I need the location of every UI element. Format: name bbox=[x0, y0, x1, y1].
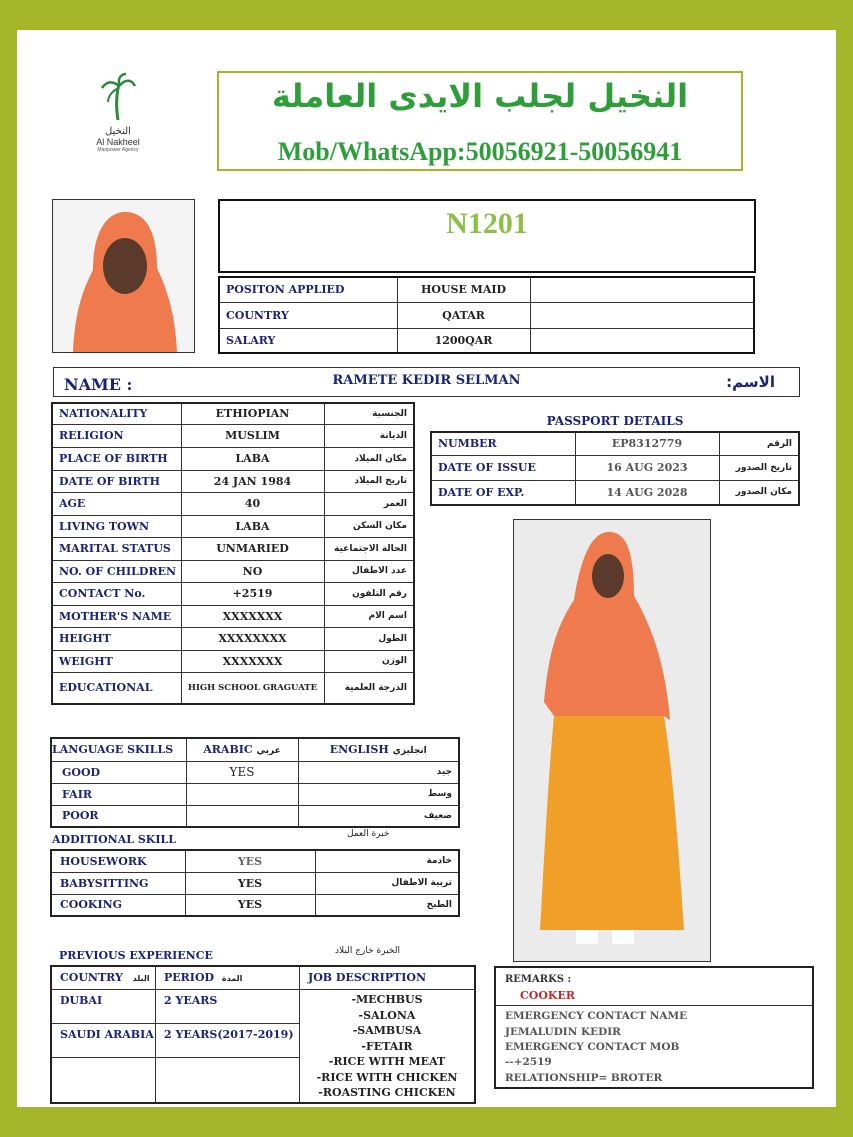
arabic-level-value bbox=[186, 783, 298, 805]
arabic-label: ARABIC bbox=[203, 743, 253, 757]
language-level-label: POOR bbox=[51, 805, 186, 827]
job-header: JOB DESCRIPTION bbox=[308, 971, 427, 984]
personal-value: 24 JAN 1984 bbox=[181, 470, 324, 492]
divider bbox=[52, 989, 474, 990]
arabic-label-ar: عربي bbox=[256, 746, 281, 757]
passport-label: DATE OF EXP. bbox=[431, 480, 575, 505]
personal-label-ar: الديانة bbox=[324, 424, 414, 447]
personal-label: NO. OF CHILDREN bbox=[52, 560, 181, 582]
portrait-photo bbox=[52, 199, 195, 353]
table-row bbox=[52, 672, 414, 704]
english-level-cell bbox=[298, 761, 459, 783]
passport-value: 14 AUG 2028 bbox=[575, 480, 719, 505]
salary-value: 1200QAR bbox=[397, 328, 530, 353]
exp-period-1: 2 YEARS bbox=[164, 994, 218, 1007]
personal-label: EDUCATIONAL bbox=[52, 672, 181, 704]
passport-label-ar: مكان الصدور bbox=[719, 480, 799, 505]
english-label: ENGLISH bbox=[329, 743, 389, 757]
table-row bbox=[52, 403, 414, 424]
arabic-level-value: YES bbox=[186, 761, 298, 783]
country-header bbox=[60, 971, 150, 984]
emergency-name-label: EMERGENCY CONTACT NAME bbox=[505, 1010, 688, 1022]
personal-value: LABA bbox=[181, 447, 324, 470]
divider bbox=[155, 967, 156, 1102]
job-item: -FETAIR bbox=[361, 1039, 413, 1053]
header-title-ar: النخيل لجلب الايدى العاملة bbox=[271, 77, 689, 115]
relationship: RELATIONSHIP= BROTER bbox=[505, 1072, 663, 1084]
code-box bbox=[218, 199, 756, 273]
emergency-mob: --+2519 bbox=[505, 1056, 552, 1068]
table-row bbox=[52, 447, 414, 470]
personal-value: HIGH SCHOOL GRAGUATE bbox=[181, 672, 324, 704]
palm-logo-icon bbox=[98, 72, 138, 122]
table-row bbox=[51, 850, 459, 872]
table-row bbox=[52, 537, 414, 560]
personal-label: DATE OF BIRTH bbox=[52, 470, 181, 492]
table-row bbox=[431, 455, 799, 480]
personal-label: PLACE OF BIRTH bbox=[52, 447, 181, 470]
skill-value: YES bbox=[185, 872, 315, 894]
table-row bbox=[52, 424, 414, 447]
additional-title-ar: خبرة العمل bbox=[347, 829, 390, 839]
divider bbox=[52, 1023, 300, 1024]
passport-table bbox=[430, 431, 800, 506]
exp-period-2: 2 YEARS(2017-2019) bbox=[164, 1028, 294, 1041]
period-header-ar: المدة bbox=[221, 974, 243, 983]
emergency-name: JEMALUDIN KEDIR bbox=[505, 1026, 621, 1038]
job-item: -SALONA bbox=[358, 1008, 416, 1022]
remarks-label: REMARKS : bbox=[505, 974, 572, 985]
divider bbox=[52, 1057, 300, 1058]
table-row bbox=[52, 650, 414, 672]
personal-value: NO bbox=[181, 560, 324, 582]
personal-label-ar: اسم الام bbox=[324, 605, 414, 627]
personal-label-ar: الوزن bbox=[324, 650, 414, 672]
table-row bbox=[52, 627, 414, 650]
skill-label-ar: خادمة bbox=[315, 850, 459, 872]
position-value: HOUSE MAID bbox=[397, 277, 530, 302]
english-header bbox=[298, 738, 459, 761]
additional-title: ADDITIONAL SKILL bbox=[52, 833, 176, 846]
name-label-ar: الاسم: bbox=[726, 373, 775, 391]
personal-table bbox=[51, 402, 415, 705]
personal-value: MUSLIM bbox=[181, 424, 324, 447]
personal-label: MARITAL STATUS bbox=[52, 537, 181, 560]
skill-value: YES bbox=[185, 894, 315, 916]
table-row bbox=[52, 582, 414, 605]
job-description-list bbox=[300, 992, 474, 1101]
table-row bbox=[51, 761, 459, 783]
personal-label: MOTHER'S NAME bbox=[52, 605, 181, 627]
personal-label-ar: رقم التلفون bbox=[324, 582, 414, 605]
language-level-ar: جيد bbox=[436, 767, 452, 777]
additional-table bbox=[50, 849, 460, 917]
skill-label: HOUSEWORK bbox=[51, 850, 185, 872]
table-row bbox=[51, 783, 459, 805]
job-item: -RICE WITH CHICKEN bbox=[316, 1070, 458, 1084]
passport-label: NUMBER bbox=[431, 432, 575, 455]
divider bbox=[496, 1005, 812, 1006]
english-level-cell bbox=[298, 805, 459, 827]
personal-label: LIVING TOWN bbox=[52, 515, 181, 537]
passport-value: 16 AUG 2023 bbox=[575, 455, 719, 480]
personal-label-ar: العمر bbox=[324, 492, 414, 515]
language-level-label: FAIR bbox=[51, 783, 186, 805]
passport-label-ar: تاريخ الصدور bbox=[719, 455, 799, 480]
skill-label-ar: تربية الاطفال bbox=[315, 872, 459, 894]
skill-label: BABYSITTING bbox=[51, 872, 185, 894]
passport-label-ar: الرقم bbox=[719, 432, 799, 455]
empty-cell bbox=[530, 277, 754, 302]
position-table bbox=[218, 276, 755, 354]
country-header-ar: البلد bbox=[132, 974, 150, 983]
personal-label: AGE bbox=[52, 492, 181, 515]
arabic-level-value bbox=[186, 805, 298, 827]
personal-label-ar: الطول bbox=[324, 627, 414, 650]
language-level-label: GOOD bbox=[51, 761, 186, 783]
personal-value: XXXXXXX bbox=[181, 605, 324, 627]
language-level-ar: ضعيف bbox=[423, 810, 452, 821]
personal-label: CONTACT No. bbox=[52, 582, 181, 605]
personal-label-ar: مكان الميلاد bbox=[324, 447, 414, 470]
arabic-header bbox=[186, 738, 298, 761]
exp-country-2: SAUDI ARABIA bbox=[60, 1028, 154, 1041]
job-item: -SAMBUSA bbox=[352, 1024, 422, 1037]
language-table bbox=[50, 737, 460, 828]
table-row bbox=[52, 515, 414, 537]
personal-value: XXXXXXX bbox=[181, 650, 324, 672]
full-body-photo bbox=[513, 519, 711, 962]
logo-sub: Manpower Agency bbox=[97, 147, 139, 153]
skill-label: COOKING bbox=[51, 894, 185, 916]
personal-label: NATIONALITY bbox=[52, 403, 181, 424]
agency-logo bbox=[87, 72, 149, 162]
skill-value: YES bbox=[185, 850, 315, 872]
table-row bbox=[431, 432, 799, 455]
language-header: LANGUAGE SKILLS bbox=[51, 738, 186, 761]
job-item: -RICE WITH MEAT bbox=[328, 1055, 446, 1068]
personal-label-ar: الدرجة العلمية bbox=[324, 672, 414, 704]
cv-page bbox=[17, 30, 836, 1107]
experience-table bbox=[50, 965, 476, 1104]
personal-value: XXXXXXXX bbox=[181, 627, 324, 650]
job-item: -ROASTING CHICKEN bbox=[318, 1086, 456, 1099]
country-header-label: COUNTRY bbox=[60, 971, 123, 984]
personal-label: HEIGHT bbox=[52, 627, 181, 650]
period-header-label: PERIOD bbox=[164, 971, 215, 984]
table-row bbox=[51, 738, 459, 761]
candidate-code: N1201 bbox=[446, 207, 528, 240]
personal-label-ar: عدد الاطفال bbox=[324, 560, 414, 582]
passport-label: DATE OF ISSUE bbox=[431, 455, 575, 480]
table-row bbox=[51, 872, 459, 894]
position-label: POSITON APPLIED bbox=[219, 277, 397, 302]
emergency-mob-label: EMERGENCY CONTACT MOB bbox=[505, 1041, 680, 1053]
remarks-value: COOKER bbox=[520, 989, 576, 1002]
personal-value: 40 bbox=[181, 492, 324, 515]
personal-value: LABA bbox=[181, 515, 324, 537]
empty-cell bbox=[530, 328, 754, 353]
table-row bbox=[52, 605, 414, 627]
experience-title-ar: الخبرة خارج البلاد bbox=[335, 946, 400, 956]
header-box bbox=[217, 71, 743, 171]
english-label-ar: انجليزي bbox=[392, 746, 427, 757]
table-row bbox=[52, 470, 414, 492]
table-row bbox=[219, 328, 754, 353]
personal-value: ETHIOPIAN bbox=[181, 403, 324, 424]
table-row bbox=[431, 480, 799, 505]
table-row bbox=[51, 805, 459, 827]
personal-label-ar: تاريخ الميلاد bbox=[324, 470, 414, 492]
skill-label-ar: الطبخ bbox=[315, 894, 459, 916]
name-label: NAME : bbox=[64, 375, 133, 394]
table-row bbox=[52, 560, 414, 582]
table-row bbox=[52, 492, 414, 515]
logo-latin: Al Nakheel bbox=[96, 137, 140, 147]
salary-label: SALARY bbox=[219, 328, 397, 353]
language-level-ar: وسط bbox=[427, 789, 452, 799]
period-header bbox=[164, 971, 242, 984]
personal-label: WEIGHT bbox=[52, 650, 181, 672]
exp-country-1: DUBAI bbox=[60, 994, 103, 1007]
country-value: QATAR bbox=[397, 302, 530, 328]
name-bar bbox=[53, 367, 800, 397]
personal-value: +2519 bbox=[181, 582, 324, 605]
table-row bbox=[219, 277, 754, 302]
english-level-cell bbox=[298, 783, 459, 805]
country-label: COUNTRY bbox=[219, 302, 397, 328]
empty-cell bbox=[530, 302, 754, 328]
header-contact: Mob/WhatsApp:50056921-50056941 bbox=[277, 137, 683, 166]
table-row bbox=[51, 894, 459, 916]
personal-label-ar: الجنسية bbox=[324, 403, 414, 424]
personal-label: RELIGION bbox=[52, 424, 181, 447]
job-item: -MECHBUS bbox=[351, 993, 423, 1006]
passport-value: EP8312779 bbox=[575, 432, 719, 455]
table-row bbox=[219, 302, 754, 328]
personal-value: UNMARIED bbox=[181, 537, 324, 560]
experience-title: PREVIOUS EXPERIENCE bbox=[59, 949, 213, 962]
name-value: RAMETE KEDIR SELMAN bbox=[332, 373, 521, 388]
logo-arabic: النخيل bbox=[105, 126, 131, 137]
passport-title: PASSPORT DETAILS bbox=[546, 414, 684, 428]
personal-label-ar: الحالة الاجتماعية bbox=[324, 537, 414, 560]
remarks-box bbox=[494, 966, 814, 1089]
personal-label-ar: مكان السكن bbox=[324, 515, 414, 537]
